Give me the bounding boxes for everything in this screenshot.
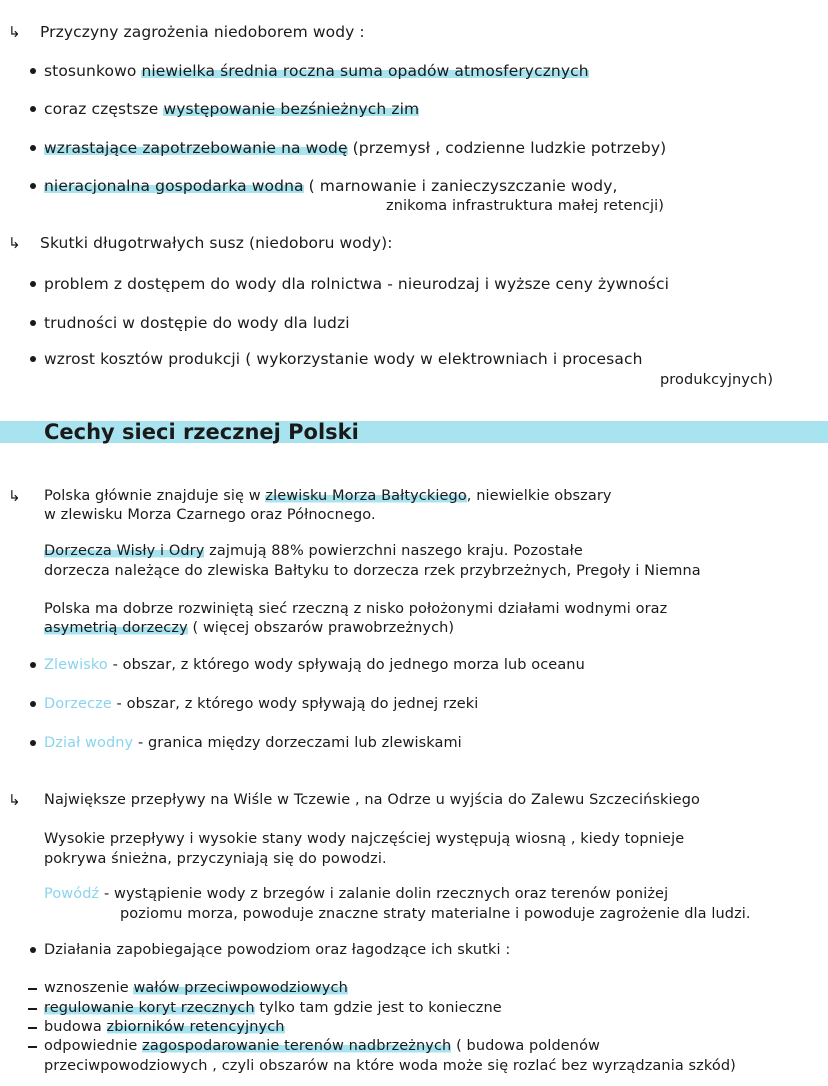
definition-term: Powódź (44, 886, 100, 902)
action-item-1-highlight: wałów przeciwpowodziowych (133, 980, 348, 996)
action-item-4-highlight: zagospodarowanie terenów nadbrzeżnych (142, 1038, 452, 1054)
basin-p2-line1 (44, 541, 583, 561)
effect-item-3-cont: produkcyjnych) (660, 372, 774, 388)
basin-p2-highlight: Dorzecza Wisły i Odry (44, 543, 205, 559)
floods-p1-line1: Wysokie przepływy i wysokie stany wody najczęściej występują wiosną , kiedy topnieje (44, 831, 685, 847)
threats-title: Przyczyny zagrożenia niedoborem wody : (40, 23, 365, 41)
section-heading: Cechy sieci rzecznej Polski (44, 420, 359, 444)
basin-p1-after: , niewielkie obszary (466, 488, 612, 504)
threat-item-4 (44, 176, 618, 196)
action-item-2 (44, 998, 502, 1018)
bullet-icon (30, 701, 36, 707)
floods-title: Największe przepływy na Wiśle w Tczewie , na Odrze u wyjścia do Zalewu Szczecińskiego (44, 792, 700, 808)
basin-p2-text: zajmują 88% powierzchni naszego kraju. Pozostałe (204, 543, 583, 559)
arrow-icon: ↳ (8, 23, 21, 41)
action-item-4-after: ( budowa poldenów (451, 1038, 601, 1054)
action-item-1 (44, 978, 348, 998)
threat-item-1-highlight: niewielka średnia roczna suma opadów atmosferycznych (141, 62, 589, 80)
definition-dorzecze (44, 694, 478, 714)
threat-item-4-highlight: nieracjonalna gospodarka wodna (44, 177, 304, 195)
dash-icon (28, 1008, 37, 1010)
flood-definition-line2: poziomu morza, powoduje znaczne straty materialne i powoduje zagrożenie dla ludzi. (120, 906, 751, 922)
dash-icon (28, 1027, 37, 1029)
action-item-1-text: wznoszenie (44, 980, 134, 996)
actions-title: Działania zapobiegające powodziom oraz łagodzące ich skutki : (44, 942, 511, 958)
bullet-icon (30, 662, 36, 668)
basin-p3-line1: Polska ma dobrze rozwiniętą sieć rzeczną z nisko położonymi działami wodnymi oraz (44, 601, 668, 617)
basin-p2-line2: dorzecza należące do zlewiska Bałtyku to dorzecza rzek przybrzeżnych, Pregoły i Niemna (44, 563, 701, 579)
definition-text: - granica między dorzeczami lub zlewiskami (133, 735, 462, 751)
floods-p1-line2: pokrywa śnieżna, przyczyniają się do powodzi. (44, 851, 387, 867)
threat-item-2-highlight: występowanie bezśnieżnych zim (163, 100, 420, 118)
effects-title: Skutki długotrwałych susz (niedoboru wody): (40, 234, 393, 252)
effect-item-2: trudności w dostępie do wody dla ludzi (44, 314, 350, 332)
basin-p3-text: ( więcej obszarów prawobrzeżnych) (187, 620, 455, 636)
arrow-icon: ↳ (8, 234, 21, 252)
threat-item-4-text: ( marnowanie i zanieczyszczanie wody, (303, 177, 618, 195)
threat-item-1-text: stosunkowo (44, 62, 142, 80)
flood-definition-line1 (44, 884, 668, 904)
arrow-icon: ↳ (8, 487, 21, 505)
basin-p1-highlight: zlewisku Morza Bałtyckiego (265, 488, 467, 504)
bullet-icon (30, 320, 36, 326)
action-item-3-highlight: zbiorników retencyjnych (106, 1019, 285, 1035)
action-item-3-text: budowa (44, 1019, 107, 1035)
bullet-icon (30, 947, 36, 953)
bullet-icon (30, 356, 36, 362)
definition-term: Dział wodny (44, 735, 134, 751)
threat-item-3-text: (przemysł , codzienne ludzkie potrzeby) (347, 139, 667, 157)
threat-item-2 (44, 99, 419, 119)
basin-p3-highlight: asymetrią dorzeczy (44, 620, 188, 636)
effect-item-3: wzrost kosztów produkcji ( wykorzystanie wody w elektrowniach i procesach (44, 350, 643, 368)
definition-term: Dorzecze (44, 696, 112, 712)
bullet-icon (30, 145, 36, 151)
bullet-icon (30, 183, 36, 189)
threat-item-4-cont: znikoma infrastruktura małej retencji) (386, 198, 665, 214)
threat-item-1 (44, 61, 589, 81)
definition-term: Zlewisko (44, 657, 108, 673)
bullet-icon (30, 68, 36, 74)
action-item-4 (44, 1036, 600, 1056)
dash-icon (28, 1046, 37, 1048)
threat-item-2-text: coraz częstsze (44, 100, 164, 118)
effect-item-1: problem z dostępem do wody dla rolnictwa - nieurodzaj i wyższe ceny żywności (44, 275, 670, 293)
threat-item-3 (44, 138, 666, 158)
definition-dzial-wodny (44, 733, 462, 753)
action-item-4-text: odpowiednie (44, 1038, 143, 1054)
bullet-icon (30, 281, 36, 287)
threat-item-3-highlight: wzrastające zapotrzebowanie na wodę (44, 139, 348, 157)
definition-text: - wystąpienie wody z brzegów i zalanie dolin rzecznych oraz terenów poniżej (99, 886, 669, 902)
action-item-2-highlight: regulowanie koryt rzecznych (44, 1000, 255, 1016)
action-item-2-text: tylko tam gdzie jest to konieczne (254, 1000, 502, 1016)
basin-p1-text: Polska głównie znajduje się w (44, 488, 266, 504)
basin-p1-line2: w zlewisku Morza Czarnego oraz Północnego. (44, 507, 376, 523)
action-item-3 (44, 1017, 285, 1037)
basin-p3-line2 (44, 618, 454, 638)
definition-text: - obszar, z którego wody spływają do jednego morza lub oceanu (107, 657, 585, 673)
action-item-4-cont: przeciwpowodziowych , czyli obszarów na które woda może się rozlać bez wyrządzania szkód) (44, 1058, 736, 1074)
bullet-icon (30, 106, 36, 112)
arrow-icon: ↳ (8, 791, 21, 809)
dash-icon (28, 988, 37, 990)
basin-p1-line1 (44, 486, 612, 506)
definition-text: - obszar, z którego wody spływają do jednej rzeki (111, 696, 479, 712)
bullet-icon (30, 740, 36, 746)
definition-zlewisko (44, 655, 585, 675)
